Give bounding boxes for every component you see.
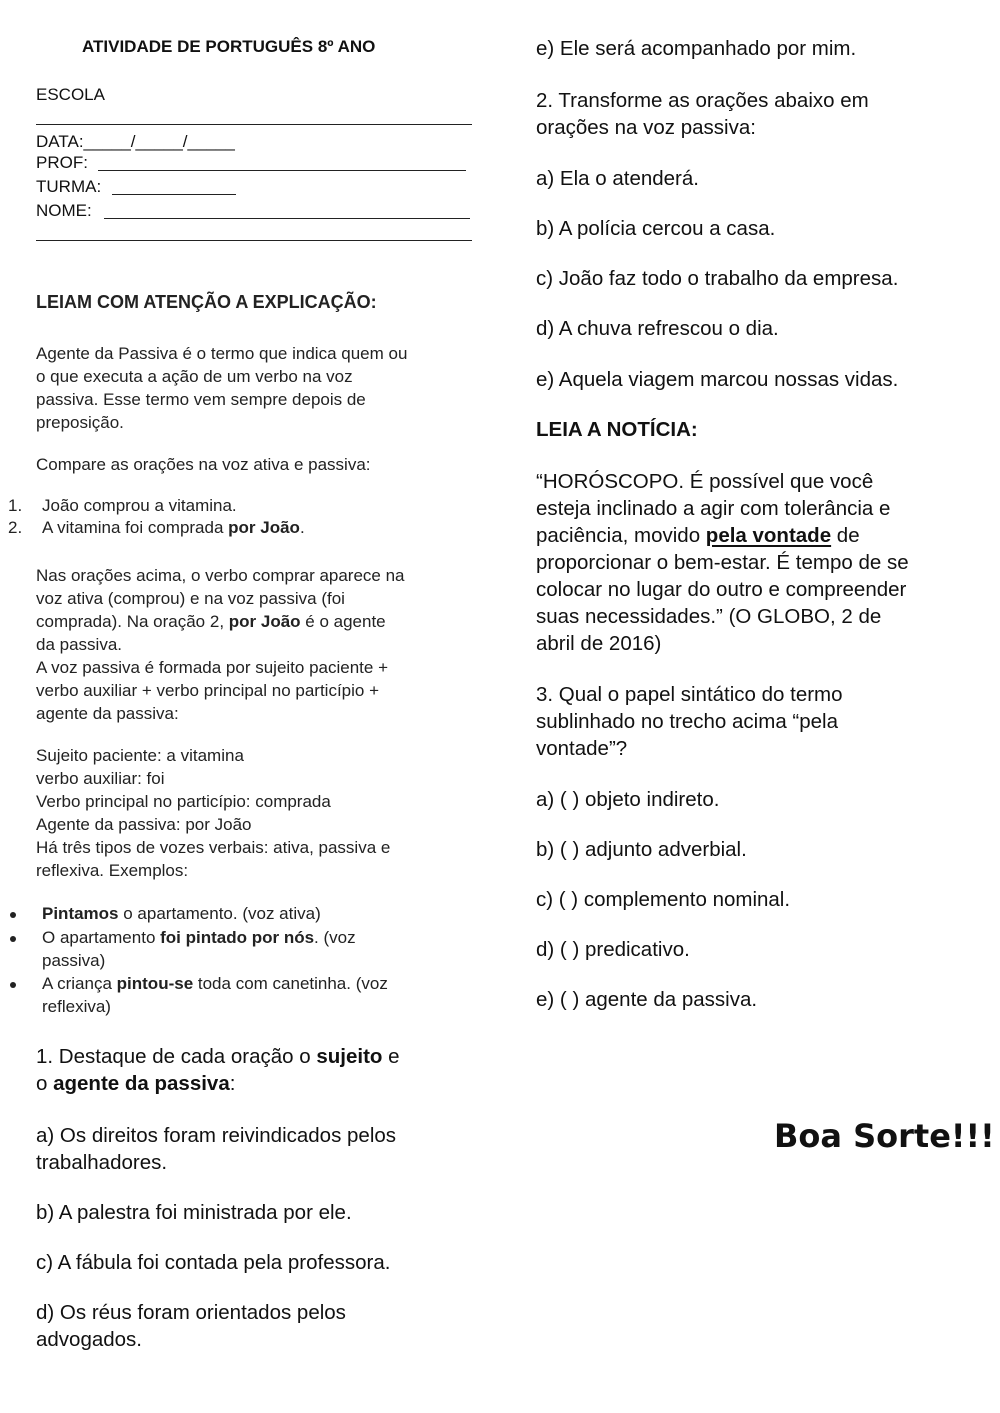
bullet-icon bbox=[10, 982, 16, 988]
text-span: e bbox=[382, 1045, 400, 1068]
underlined-term: pela vontade bbox=[705, 524, 832, 547]
text-line: reflexiva. Exemplos: bbox=[36, 861, 189, 880]
question-1-item-a bbox=[36, 1122, 396, 1176]
data-label: DATA:_____/_____/_____ bbox=[36, 132, 235, 151]
text-span: o bbox=[36, 1072, 54, 1095]
text-line: agente da passiva: bbox=[36, 704, 179, 723]
text-line: da passiva. bbox=[36, 635, 122, 654]
text-line: Agente da Passiva é o termo que indica quem ou bbox=[36, 344, 408, 363]
text-span: A criança bbox=[42, 974, 117, 993]
text-line: esteja inclinado a agir com tolerância e bbox=[536, 497, 891, 520]
text-span: paciência, movido bbox=[536, 524, 706, 547]
text-span: O apartamento bbox=[42, 928, 161, 947]
question-2-item-e: e) Aquela viagem marcou nossas vidas. bbox=[536, 368, 899, 391]
escola-label: ESCOLA bbox=[36, 85, 105, 104]
text-span: 1. Destaque de cada oração o bbox=[36, 1045, 317, 1068]
text-span: . bbox=[299, 518, 305, 537]
example-2-number: 2. bbox=[8, 518, 23, 537]
text-line: verbo auxiliar + verbo principal no particípio + bbox=[36, 681, 380, 700]
text-span: comprada). Na oração 2, bbox=[36, 612, 229, 631]
text-line: vontade”? bbox=[536, 737, 628, 760]
bold-span: por João bbox=[228, 518, 300, 537]
text-line: Verbo principal no particípio: comprada bbox=[36, 792, 331, 811]
nome-field-line-2[interactable] bbox=[36, 240, 472, 241]
explanation-paragraph-1 bbox=[36, 342, 407, 434]
question-1-prompt bbox=[36, 1043, 400, 1097]
text-line: 3. Qual o papel sintático do termo bbox=[536, 683, 843, 706]
text-line: orações na voz passiva: bbox=[536, 116, 756, 139]
text-line: “HORÓSCOPO. É possível que você bbox=[536, 470, 874, 493]
text-line: voz ativa (comprou) e na voz passiva (foi bbox=[36, 589, 345, 608]
text-line: sublinhado no trecho acima “pela bbox=[536, 710, 838, 733]
example-1-number: 1. bbox=[8, 496, 23, 515]
question-3-prompt bbox=[536, 681, 843, 762]
right-column bbox=[500, 0, 1000, 1413]
question-2-item-b: b) A polícia cercou a casa. bbox=[536, 217, 776, 240]
text-line: Agente da passiva: por João bbox=[36, 815, 252, 834]
example-2 bbox=[42, 516, 305, 539]
bullet-item-3 bbox=[42, 972, 388, 1018]
bold-span: pintou-se bbox=[116, 974, 194, 993]
text-line: Sujeito paciente: a vitamina bbox=[36, 746, 244, 765]
text-line: Nas orações acima, o verbo comprar aparece na bbox=[36, 566, 405, 585]
good-luck-text: Boa Sorte!!! bbox=[774, 1117, 995, 1155]
news-heading: LEIA A NOTÍCIA: bbox=[536, 418, 698, 441]
text-line bbox=[36, 610, 405, 633]
nome-label: NOME: bbox=[36, 201, 92, 220]
text-span: o apartamento. (voz ativa) bbox=[118, 904, 321, 923]
question-2-prompt bbox=[536, 87, 869, 141]
text-span: . (voz bbox=[314, 928, 356, 947]
question-3-option-e[interactable]: e) ( ) agente da passiva. bbox=[536, 988, 758, 1011]
text-line: colocar no lugar do outro e compreender bbox=[536, 578, 907, 601]
explanation-paragraph-2 bbox=[36, 564, 405, 725]
question-3-option-c[interactable]: c) ( ) complemento nominal. bbox=[536, 888, 791, 911]
bullet-item-2 bbox=[42, 926, 356, 972]
text-span: : bbox=[229, 1072, 236, 1095]
text-line: Há três tipos de vozes verbais: ativa, passiva e bbox=[36, 838, 391, 857]
bullet-icon bbox=[10, 936, 16, 942]
page-title: ATIVIDADE DE PORTUGUÊS 8º ANO bbox=[82, 37, 376, 56]
bold-span: sujeito bbox=[316, 1045, 383, 1068]
text-line: reflexiva) bbox=[42, 997, 111, 1016]
text-line: d) Os réus foram orientados pelos bbox=[36, 1301, 346, 1324]
text-line bbox=[36, 1043, 400, 1070]
compare-text: Compare as orações na voz ativa e passiva: bbox=[36, 455, 371, 474]
text-line: o que executa a ação de um verbo na voz bbox=[36, 367, 353, 386]
question-1-item-e: e) Ele será acompanhado por mim. bbox=[536, 37, 857, 60]
text-line bbox=[42, 926, 356, 949]
bullet-item-1 bbox=[42, 902, 321, 925]
question-2-item-d: d) A chuva refrescou o dia. bbox=[536, 317, 779, 340]
text-line: abril de 2016) bbox=[536, 632, 662, 655]
text-span: A vitamina foi comprada bbox=[42, 518, 229, 537]
bold-span: foi pintado por nós bbox=[160, 928, 315, 947]
bold-span: por João bbox=[228, 612, 301, 631]
nome-field-line[interactable] bbox=[104, 218, 470, 219]
text-line: passiva. Esse termo vem sempre depois de bbox=[36, 390, 366, 409]
bullet-icon bbox=[10, 912, 16, 918]
escola-field-line[interactable] bbox=[36, 124, 472, 125]
explanation-heading: LEIAM COM ATENÇÃO A EXPLICAÇÃO: bbox=[36, 292, 377, 312]
bold-span: Pintamos bbox=[42, 904, 119, 923]
example-1: João comprou a vitamina. bbox=[42, 496, 237, 515]
prof-field-line[interactable] bbox=[98, 170, 466, 171]
text-line bbox=[36, 1070, 400, 1097]
question-1-item-c: c) A fábula foi contada pela professora. bbox=[36, 1251, 391, 1274]
text-line bbox=[42, 972, 388, 995]
text-line: proporcionar o bem-estar. É tempo de se bbox=[536, 551, 909, 574]
bold-span: agente da passiva bbox=[53, 1072, 230, 1095]
text-line: 2. Transforme as orações abaixo em bbox=[536, 89, 869, 112]
question-1-item-d bbox=[36, 1299, 346, 1353]
question-3-option-a[interactable]: a) ( ) objeto indireto. bbox=[536, 788, 720, 811]
question-3-option-b[interactable]: b) ( ) adjunto adverbial. bbox=[536, 838, 747, 861]
text-line: advogados. bbox=[36, 1328, 143, 1351]
text-line: trabalhadores. bbox=[36, 1151, 168, 1174]
question-2-item-c: c) João faz todo o trabalho da empresa. bbox=[536, 267, 899, 290]
text-line: A voz passiva é formada por sujeito paciente + bbox=[36, 658, 389, 677]
news-text bbox=[536, 468, 909, 657]
question-1-item-b: b) A palestra foi ministrada por ele. bbox=[36, 1201, 352, 1224]
text-line: passiva) bbox=[42, 951, 106, 970]
text-line: preposição. bbox=[36, 413, 124, 432]
text-line: a) Os direitos foram reivindicados pelos bbox=[36, 1124, 397, 1147]
question-3-option-d[interactable]: d) ( ) predicativo. bbox=[536, 938, 690, 961]
text-span: de bbox=[831, 524, 860, 547]
text-line bbox=[536, 522, 909, 549]
prof-label: PROF: bbox=[36, 153, 88, 172]
turma-label: TURMA: bbox=[36, 177, 102, 196]
turma-field-line[interactable] bbox=[112, 194, 236, 195]
text-line: verbo auxiliar: foi bbox=[36, 769, 165, 788]
text-line: suas necessidades.” (O GLOBO, 2 de bbox=[536, 605, 882, 628]
text-span: toda com canetinha. (voz bbox=[193, 974, 388, 993]
question-2-item-a: a) Ela o atenderá. bbox=[536, 167, 699, 190]
text-span: é o agente bbox=[300, 612, 386, 631]
explanation-paragraph-3 bbox=[36, 744, 390, 882]
